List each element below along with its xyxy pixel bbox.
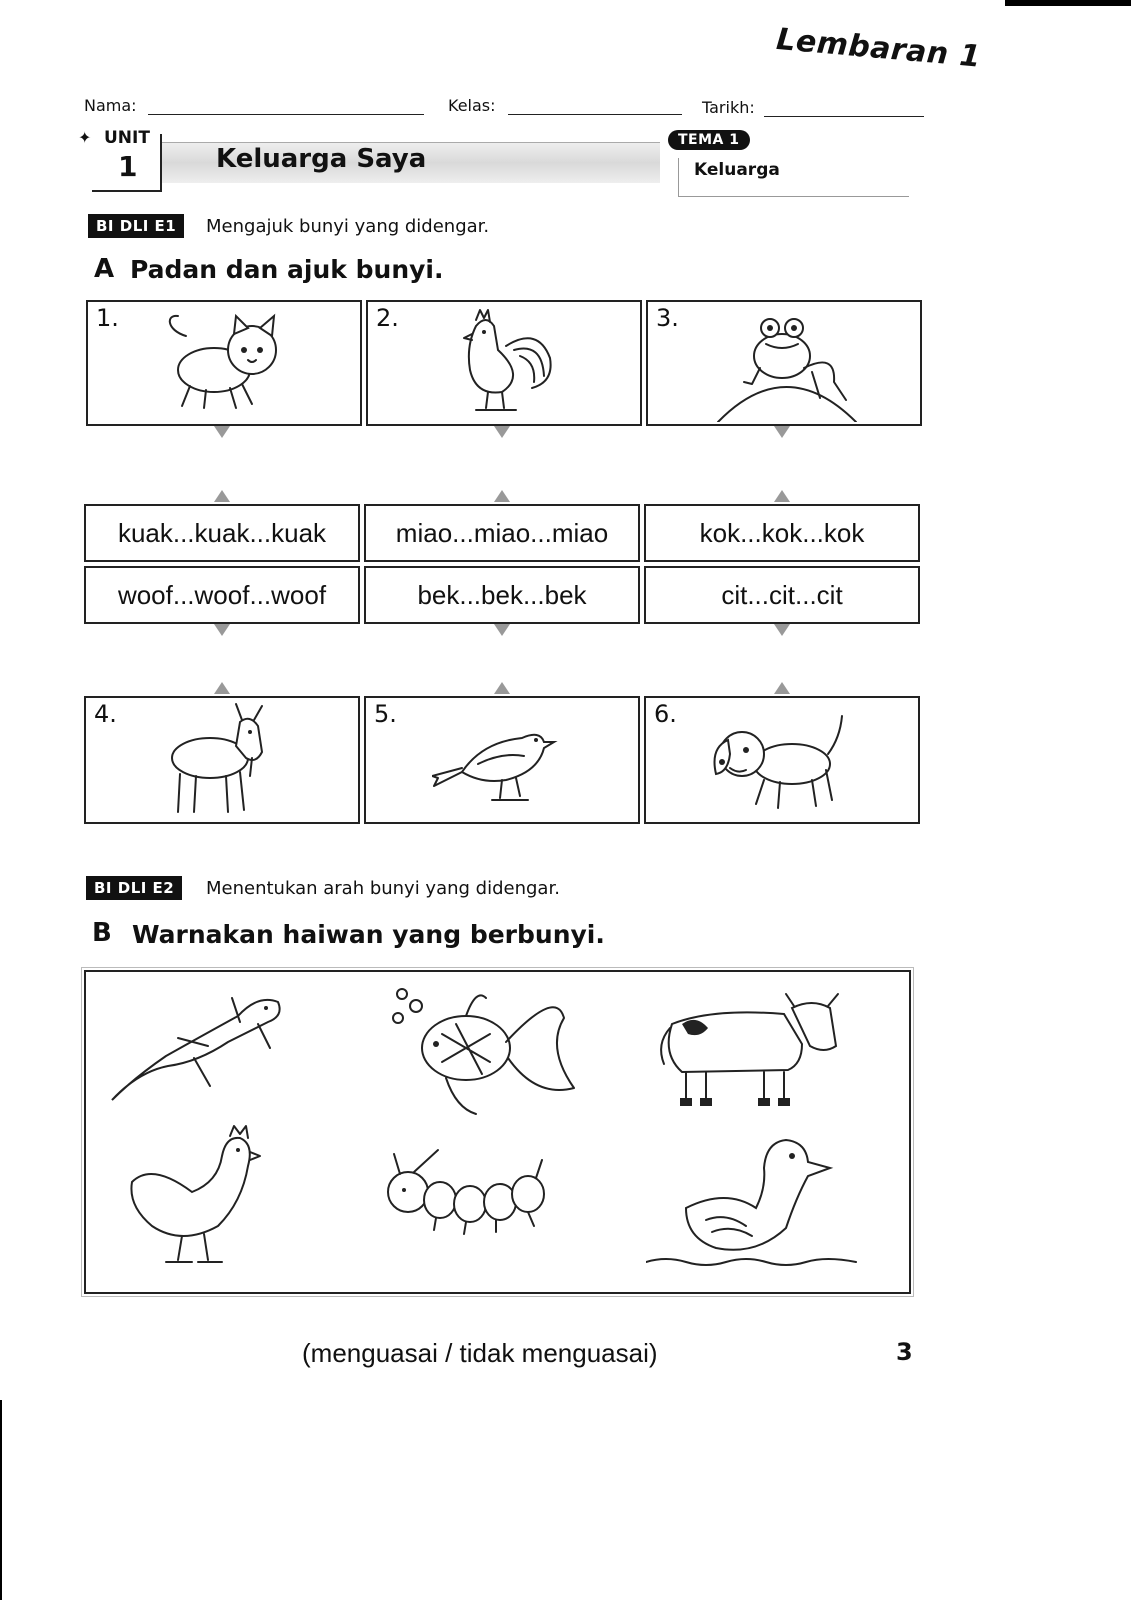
scan-edge-line [0,1400,2,1600]
picture-number: 4. [94,700,117,728]
dog-icon [706,708,856,818]
arrow-down-icon [214,426,230,438]
section-b-code: BI DLI E2 [86,876,182,900]
picture-box-2[interactable] [366,300,642,426]
arrow-down-icon [494,624,510,636]
section-b-title: Warnakan haiwan yang berbunyi. [132,920,605,949]
arrow-up-icon [494,490,510,502]
arrow-down-icon [774,624,790,636]
rooster-icon [446,306,576,418]
bird-icon [432,712,562,812]
sound-option[interactable]: kuak...kuak...kuak [84,504,360,562]
section-a-code: BI DLI E1 [88,214,184,238]
picture-box-3[interactable] [646,300,922,426]
duck-icon[interactable] [646,1128,866,1278]
arrow-up-icon [494,682,510,694]
frog-icon [716,312,866,422]
arrow-up-icon [774,490,790,502]
name-label: Nama: [84,96,137,115]
cat-icon [156,310,296,414]
section-b-letter: B [92,918,112,948]
picture-number: 1. [96,304,119,332]
caterpillar-icon[interactable] [378,1142,558,1252]
arrow-down-icon [214,624,230,636]
fish-icon[interactable] [386,978,576,1118]
arrow-up-icon [214,682,230,694]
unit-star-icon: ✦ [78,128,92,147]
date-field[interactable] [764,116,924,117]
picture-number: 3. [656,304,679,332]
sound-option[interactable]: bek...bek...bek [364,566,640,624]
picture-box-6[interactable] [644,696,920,824]
tema-badge: TEMA 1 [668,130,750,150]
sound-option[interactable]: cit...cit...cit [644,566,920,624]
class-label: Kelas: [448,96,496,115]
lizard-icon[interactable] [108,982,288,1112]
picture-box-4[interactable] [84,696,360,824]
top-edge-mark [1005,0,1131,6]
sound-option[interactable]: miao...miao...miao [364,504,640,562]
section-a-title: Padan dan ajuk bunyi. [130,255,444,284]
coloring-area [84,970,911,1294]
unit-number: 1 [118,150,138,183]
goat-icon [166,702,276,818]
sound-option[interactable]: woof...woof...woof [84,566,360,624]
date-label: Tarikh: [702,98,755,117]
cow-icon[interactable] [652,984,852,1114]
name-field[interactable] [148,114,424,115]
section-b-objective: Menentukan arah bunyi yang didengar. [206,878,560,899]
section-a-letter: A [94,254,115,284]
tema-name: Keluarga [694,160,780,180]
sheet-title: Lembaran 1 [774,22,983,75]
arrow-up-icon [214,490,230,502]
hen-icon[interactable] [122,1122,272,1272]
section-a-objective: Mengajuk bunyi yang didengar. [206,216,490,237]
picture-number: 6. [654,700,677,728]
picture-number: 2. [376,304,399,332]
picture-box-1[interactable] [86,300,362,426]
mastery-note: (menguasai / tidak menguasai) [302,1338,658,1368]
unit-title: Keluarga Saya [216,144,427,174]
class-field[interactable] [508,114,682,115]
picture-number: 5. [374,700,397,728]
unit-word: UNIT [104,128,150,148]
arrow-down-icon [494,426,510,438]
arrow-down-icon [774,426,790,438]
arrow-up-icon [774,682,790,694]
picture-box-5[interactable] [364,696,640,824]
page-number: 3 [896,1338,913,1366]
sound-option[interactable]: kok...kok...kok [644,504,920,562]
